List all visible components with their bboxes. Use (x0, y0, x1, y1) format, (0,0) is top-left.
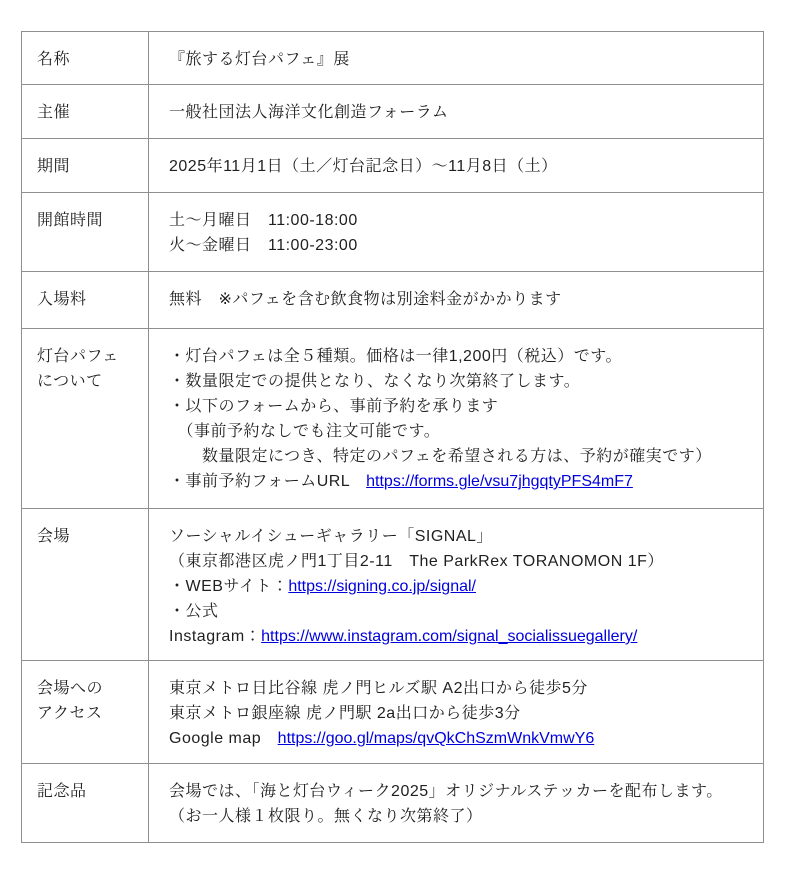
row-label-text: 入場料 (37, 291, 87, 308)
row-access (22, 661, 764, 764)
parfait-limited-text: ・数量限定での提供となり、なくなり次第終了します。 (169, 373, 581, 390)
admission-text: 無料 ※パフェを含む飲食物は別途料金がかかります (169, 291, 562, 308)
row-admission (22, 272, 764, 329)
row-venue-content-cell (149, 509, 764, 661)
google-map-link[interactable]: https://goo.gl/maps/qvQkChSzmWnkVmwY6 (277, 730, 595, 747)
exhibition-title-text: 『旅する灯台パフェ』展 (169, 51, 350, 68)
row-souvenir-label-cell (22, 764, 149, 843)
venue-official-text: ・公式 (169, 603, 219, 620)
link-prefix-text: Google map (169, 730, 278, 747)
event-info-table (21, 31, 764, 843)
reservation-form-line (169, 469, 755, 494)
row-period (22, 139, 764, 193)
venue-instagram-line (169, 624, 755, 649)
row-label-text: 名称 (37, 51, 71, 68)
access-ginza-line-text: 東京メトロ銀座線 虎ノ門駅 2a出口から徒歩3分 (169, 705, 521, 722)
row-parfait-info (22, 329, 764, 509)
row-admission-label-cell (22, 272, 149, 329)
row-organizer-content-cell (149, 85, 764, 139)
parfait-note-text: （事前予約なしでも注文可能です。 (169, 423, 441, 440)
row-organizer-label-cell (22, 85, 149, 139)
venue-website-link[interactable]: https://signing.co.jp/signal/ (288, 578, 476, 595)
access-hibiya-line-text: 東京メトロ日比谷線 虎ノ門ヒルズ駅 A2出口から徒歩5分 (169, 680, 588, 697)
period-text: 2025年11月1日（土／灯台記念日）～11月8日（土） (169, 158, 558, 175)
row-label-text: 会場への (37, 680, 104, 697)
instagram-link[interactable]: https://www.instagram.com/signal_socialissuegallery/ (261, 628, 638, 645)
parfait-variety-text: ・灯台パフェは全５種類。価格は一律1,200円（税込）です。 (169, 348, 622, 365)
row-name (22, 32, 764, 85)
row-label-text: 開館時間 (37, 212, 104, 229)
hours-weekday-text: 火～金曜日 11:00-23:00 (169, 237, 358, 254)
row-venue (22, 509, 764, 661)
souvenir-limit-text: （お一人様１枚限り。無くなり次第終了） (169, 808, 483, 825)
row-name-content-cell (149, 32, 764, 85)
row-label-text: アクセス (37, 705, 103, 722)
link-prefix-text: ・WEBサイト： (169, 578, 289, 595)
link-prefix-text: ・事前予約フォームURL (169, 473, 367, 490)
row-period-label-cell (22, 139, 149, 193)
reservation-form-link[interactable]: https://forms.gle/vsu7jhgqtyPFS4mF7 (366, 473, 633, 490)
row-souvenir-content-cell (149, 764, 764, 843)
parfait-reservation-text: ・以下のフォームから、事前予約を承ります (169, 398, 499, 415)
row-souvenir (22, 764, 764, 843)
row-venue-label-cell (22, 509, 149, 661)
row-label-text: 期間 (37, 158, 71, 175)
row-name-label-cell (22, 32, 149, 85)
row-access-label-cell (22, 661, 149, 764)
souvenir-sticker-text: 会場では、「海と灯台ウィーク2025」オリジナルステッカーを配布します。 (169, 783, 723, 800)
row-parfait-info-label-cell (22, 329, 149, 509)
link-prefix-text: Instagram： (169, 628, 262, 645)
parfait-note2-text: 数量限定につき、特定のパフェを希望される方は、予約が確実です） (169, 448, 712, 465)
row-period-content-cell (149, 139, 764, 193)
row-label-text: 会場 (37, 528, 71, 545)
row-hours-label-cell (22, 193, 149, 272)
venue-name-text: ソーシャルイシューギャラリー「SIGNAL」 (169, 528, 493, 545)
row-label-text: について (37, 373, 103, 390)
venue-website-line (169, 574, 755, 599)
row-label-text: 灯台パフェ (37, 348, 119, 365)
row-admission-content-cell (149, 272, 764, 329)
row-organizer (22, 85, 764, 139)
row-parfait-info-content-cell (149, 329, 764, 509)
row-label-text: 主催 (37, 104, 71, 121)
google-map-line (169, 726, 755, 751)
row-access-content-cell (149, 661, 764, 764)
row-hours-content-cell (149, 193, 764, 272)
organizer-text: 一般社団法人海洋文化創造フォーラム (169, 104, 449, 121)
hours-weekend-text: 土～月曜日 11:00-18:00 (169, 212, 358, 229)
row-hours (22, 193, 764, 272)
venue-address-text: （東京都港区虎ノ門1丁目2-11 The ParkRex TORANOMON 1F） (169, 553, 664, 570)
row-label-text: 記念品 (37, 783, 87, 800)
